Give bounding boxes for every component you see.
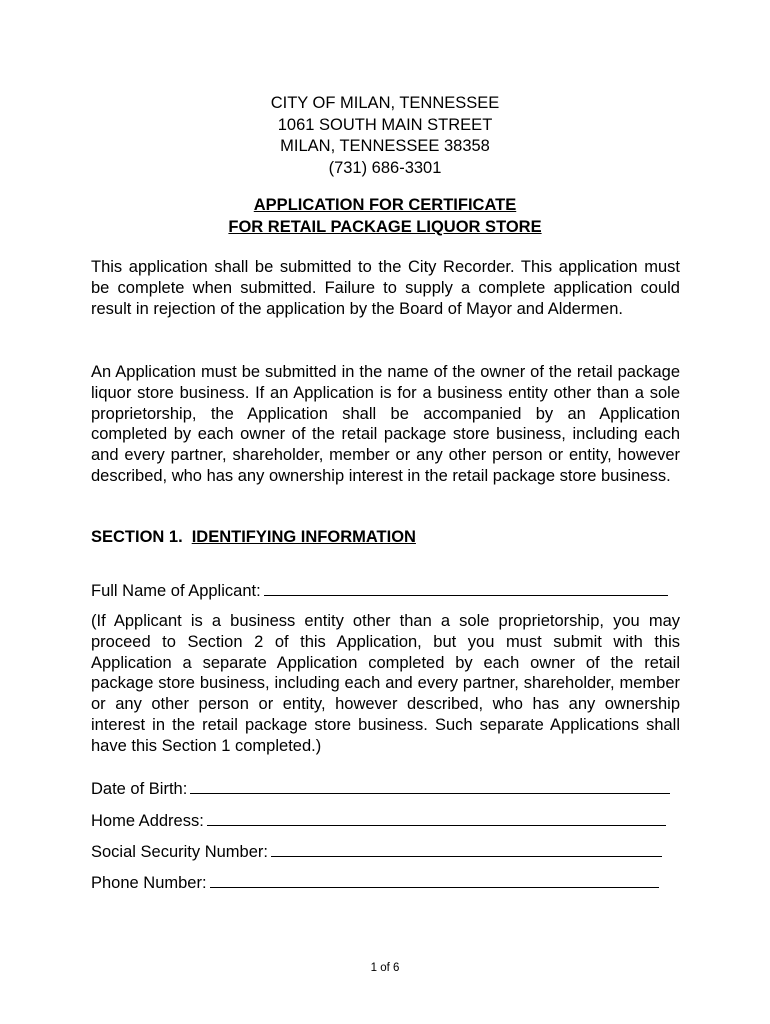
ssn-label: Social Security Number:: [91, 843, 268, 861]
full-name-blank[interactable]: [264, 594, 668, 596]
document-title: [0, 195, 770, 238]
section-number: SECTION 1.: [91, 528, 183, 546]
date-of-birth-blank[interactable]: [190, 792, 670, 794]
phone-label: Phone Number:: [91, 874, 207, 892]
full-name-field[interactable]: [91, 582, 668, 601]
letterhead-street: 1061 SOUTH MAIN STREET: [277, 115, 493, 134]
phone-blank[interactable]: [210, 886, 659, 888]
home-address-field[interactable]: [91, 812, 666, 831]
date-of-birth-label: Date of Birth:: [91, 780, 188, 798]
letterhead: [0, 93, 770, 179]
phone-field[interactable]: [91, 874, 659, 893]
entity-note-paragraph: (If Applicant is a business entity other than a sole proprietorship, you may proceed to Section 2 of this Application, but you must submit with this Application a separate Application completed by each owner of the retail package store business, including each and every partner, shareholder, member or any other person or entity, however described, who has any ownership interest in the retail package store business. Such separate Applications shall have this Section 1 completed.): [91, 612, 680, 755]
title-line-1: APPLICATION FOR CERTIFICATE: [253, 196, 517, 214]
letterhead-city-state-zip: MILAN, TENNESSEE 38358: [280, 137, 490, 155]
ssn-field[interactable]: [91, 843, 662, 862]
letterhead-city: CITY OF MILAN, TENNESSEE: [270, 94, 500, 112]
letterhead-phone: (731) 686-3301: [328, 158, 442, 177]
home-address-blank[interactable]: [207, 824, 666, 826]
section-1-heading: [91, 528, 416, 547]
ssn-blank[interactable]: [271, 855, 662, 857]
title-line-2: FOR RETAIL PACKAGE LIQUOR STORE: [228, 217, 542, 236]
intro-paragraph: This application shall be submitted to the City Recorder. This application must be complete when submitted. Failure to supply a complete application could result in rejection of the application by the Board of Mayor and Aldermen.: [91, 258, 680, 318]
ownership-paragraph: An Application must be submitted in the name of the owner of the retail package liquor store business. If an Application is for a business entity other than a sole proprietorship, the Application shall be accompanied by an Application completed by each owner of the retail package store business, including each and every partner, shareholder, member or any other person or entity, however described, who has any ownership interest in the retail package store business.: [91, 363, 680, 485]
section-label: IDENTIFYING INFORMATION: [191, 528, 416, 546]
page-number: 1 of 6: [370, 962, 400, 974]
date-of-birth-field[interactable]: [91, 780, 670, 799]
home-address-label: Home Address:: [91, 812, 204, 830]
full-name-label: Full Name of Applicant:: [91, 582, 261, 600]
